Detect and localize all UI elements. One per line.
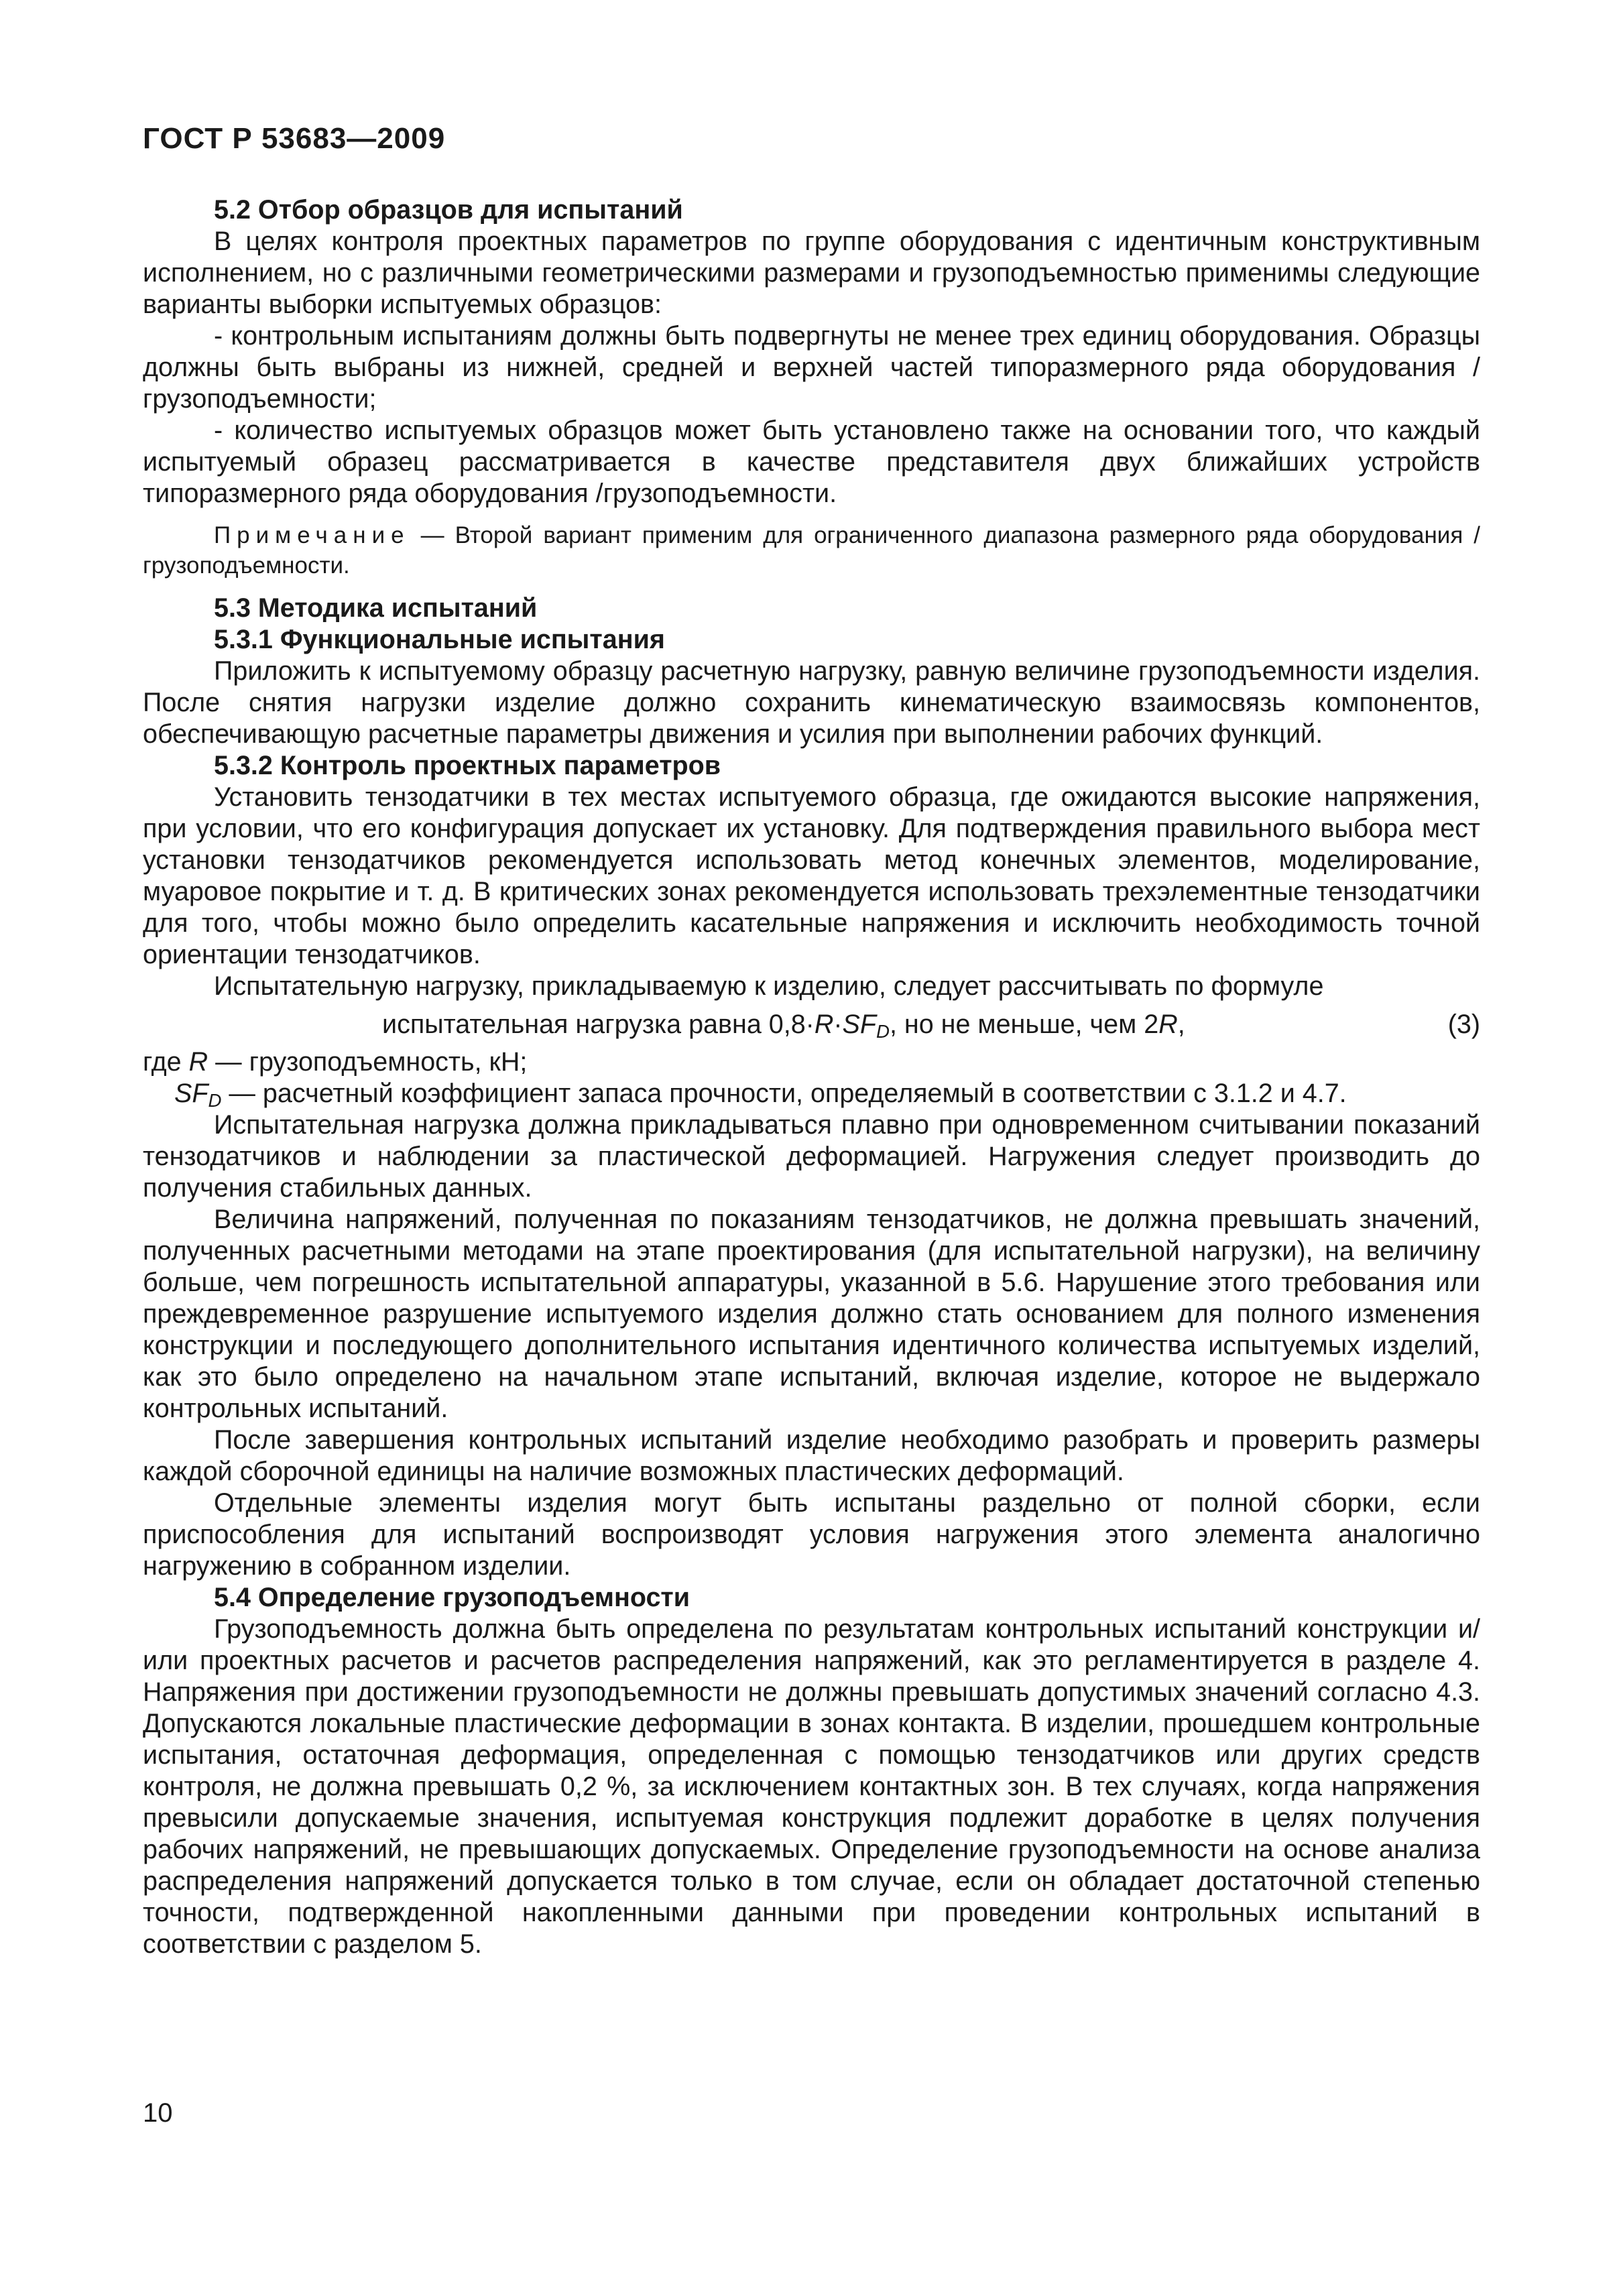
document-code-header: ГОСТ Р 53683—2009 bbox=[143, 122, 446, 155]
page-number: 10 bbox=[143, 2098, 173, 2128]
paragraph: Величина напряжений, полученная по показаниям тензодатчиков, не должна превышать значений, полученных расчетными методами на этапе проектирования (для испытательной нагрузки), на величину больше, чем погрешность испытательной аппаратуры, указанной в 5.6. Нарушение этого требования или преждевременное разрушение испытуемого изделия должно стать основанием для полного изменения конструкции и последующего дополнительного испытания идентичного количества испытуемых изделий, как это было определено на начальном этапе испытаний, включая изделие, которое не выдержало контрольных испытаний. bbox=[143, 1205, 1480, 1423]
document-body bbox=[143, 194, 1480, 1960]
formula-expression: испытательная нагрузка равна $0,8\cdot R\cdot SF_D$, но не меньше, чем 2R, bbox=[382, 1010, 1185, 1042]
paragraph: В целях контроля проектных параметров по группе оборудования с идентичным конструктивным исполнением, но с различными геометрическими размерами и грузоподъемностью применимы следующие варианты выборки испытуемых образцов: bbox=[143, 227, 1480, 319]
formula-explanation bbox=[143, 1046, 1480, 1109]
paragraph: Приложить к испытуемому образцу расчетную нагрузку, равную величине грузоподъемности изделия. После снятия нагрузки изделие должно сохранить кинематическую взаимосвязь компонентов, обеспечивающую расчетные параметры движения и усилия при выполнении рабочих функций. bbox=[143, 656, 1480, 749]
paragraph: После завершения контрольных испытаний изделие необходимо разобрать и проверить размеры каждой сборочной единицы на наличие возможных пластических деформаций. bbox=[143, 1425, 1480, 1486]
paragraph: Установить тензодатчики в тех местах испытуемого образца, где ожидаются высокие напряжения, при условии, что его конфигурация допускает их установку. Для подтверждения правильного выбора мест установки тензодатчиков рекомендуется использовать метод конечных элементов, моделирование, муаровое покрытие и т. д. В критических зонах рекомендуется использовать трехэлементные тензодатчики для того, чтобы можно было определить касательные напряжения и исключить необходимость точной ориентации тензодатчиков. bbox=[143, 782, 1480, 969]
note-text: — Второй вариант применим для ограниченного диапазона размерного ряда оборудования /грузоподъемности. bbox=[143, 522, 1480, 579]
explanation-row-sfd: $SF_D$ — расчетный коэффициент запаса прочности, определяемый в соответствии с 3.1.2 и 4.7. bbox=[174, 1079, 1347, 1111]
list-item: - количество испытуемых образцов может быть установлено также на основании того, что каждый испытуемый образец рассматривается в качестве представителя двух ближайших устройств типоразмерного ряда оборудования /грузоподъемности. bbox=[143, 416, 1480, 508]
section-heading-5-3: 5.3 Методика испытаний bbox=[214, 593, 538, 623]
section-heading-5-4: 5.4 Определение грузоподъемности bbox=[214, 1583, 690, 1612]
section-heading-5-2: 5.2 Отбор образцов для испытаний bbox=[214, 195, 683, 225]
subsection-heading-5-3-2: 5.3.2 Контроль проектных параметров bbox=[214, 751, 721, 780]
paragraph: Грузоподъемность должна быть определена по результатам контрольных испытаний конструкции и/или проектных расчетов и расчетов распределения напряжений, как это регламентируется в разделе 4. Напряжения при достижении грузоподъемности не должны превышать допустимых значений согласно 4.3. Допускаются локальные пластические деформации в зонах контакта. В изделии, прошедшем контрольные испытания, остаточная деформация, определенная с помощью тензодатчиков или других средств контроля, не должна превышать 0,2 %, за исключением контактных зон. В тех случаях, когда напряжения превысили допускаемые значения, испытуемая конструкция подлежит доработке в целях получения рабочих напряжений, не превышающих допускаемых. Определение грузоподъемности на основе анализа распределения напряжений допускается только в том случае, если он обладает достаточной степенью точности, подтвержденной накопленными данными при проведении контрольных испытаний в соответствии с разделом 5. bbox=[143, 1614, 1480, 1959]
note bbox=[143, 520, 1480, 581]
subsection-heading-5-3-1: 5.3.1 Функциональные испытания bbox=[214, 625, 665, 654]
paragraph: Испытательную нагрузку, прикладываемую к изделию, следует рассчитывать по формуле bbox=[214, 971, 1324, 1001]
formula-3 bbox=[143, 1002, 1480, 1046]
formula-number: (3) bbox=[1447, 1010, 1480, 1039]
list-item: - контрольным испытаниям должны быть подвергнуты не менее трех единиц оборудования. Образцы должны быть выбраны из нижней, средней и верхней частей типоразмерного ряда оборудования /грузоподъемности; bbox=[143, 321, 1480, 414]
paragraph: Испытательная нагрузка должна прикладываться плавно при одновременном считывании показаний тензодатчиков и наблюдении за пластической деформацией. Нагружения следует производить до получения стабильных данных. bbox=[143, 1110, 1480, 1203]
note-label: Примечание bbox=[214, 522, 410, 548]
paragraph: Отдельные элементы изделия могут быть испытаны раздельно от полной сборки, если приспособления для испытаний воспроизводят условия нагружения этого элемента аналогично нагружению в собранном изделии. bbox=[143, 1488, 1480, 1581]
explanation-row-r: где R — грузоподъемность, кН; bbox=[143, 1047, 528, 1077]
